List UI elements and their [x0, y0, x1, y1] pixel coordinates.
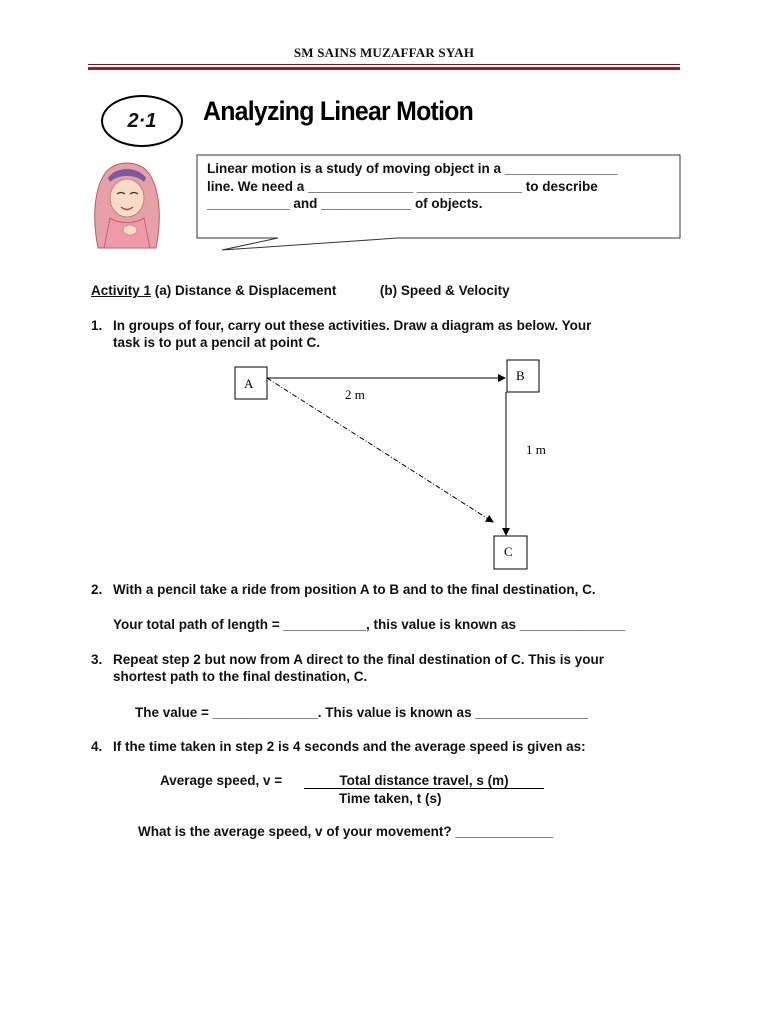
formula-denominator: Time taken, t (s) — [339, 791, 442, 806]
formula-lhs: Average speed, v = — [160, 773, 283, 788]
q3-line-2: shortest path to the final destination, C. — [113, 669, 368, 684]
section-badge: 2·1 — [101, 95, 183, 147]
bubble-text — [207, 160, 677, 213]
label-c: C — [504, 544, 513, 559]
q4-number: 4. — [91, 739, 103, 754]
arrow-ac — [267, 378, 493, 522]
q2-number: 2. — [91, 582, 103, 597]
bubble-line-2: line. We need a ______________ ______________ to describe — [207, 178, 598, 194]
q4-question: What is the average speed, v of your movement? _____________ — [138, 824, 553, 839]
activity-label: Activity 1 — [91, 283, 152, 298]
label-a: A — [244, 376, 254, 391]
activity-part-b: (b) Speed & Velocity — [379, 283, 510, 298]
q4-line-1: If the time taken in step 2 is 4 seconds and the average speed is given as: — [113, 739, 586, 754]
q1-line-2: task is to put a pencil at point C. — [113, 335, 321, 350]
activity-heading — [91, 283, 510, 298]
q3-line-1: Repeat step 2 but now from A direct to the final destination of C. This is your — [113, 652, 605, 667]
page-title: Analyzing Linear Motion — [203, 96, 474, 126]
girl-illustration — [88, 158, 164, 250]
bubble-line-3: ___________ and ____________ of objects. — [207, 196, 483, 211]
bubble-line-1: Linear motion is a study of moving object in a _______________ — [207, 161, 618, 176]
formula-numerator: Total distance travel, s (m) — [304, 773, 544, 789]
q3-number: 3. — [91, 652, 103, 667]
q1-number: 1. — [91, 318, 103, 333]
q3-answer: The value = ______________. This value is known as _______________ — [135, 705, 588, 720]
label-bc-length: 1 m — [526, 442, 546, 457]
header-rule-thick — [88, 67, 680, 70]
activity-part-a: (a) Distance & Displacement — [154, 283, 337, 298]
header-rule-thin — [88, 64, 680, 65]
q1-line-1: In groups of four, carry out these activities. Draw a diagram as below. Your — [113, 318, 592, 333]
q2-answer: Your total path of length = ___________, this value is known as ______________ — [113, 617, 625, 632]
label-ab-length: 2 m — [345, 387, 365, 402]
q2-line-1: With a pencil take a ride from position A to B and to the final destination, C. — [113, 582, 596, 597]
school-name: SM SAINS MUZAFFAR SYAH — [293, 45, 475, 60]
label-b: B — [516, 368, 525, 383]
abc-diagram — [230, 360, 546, 575]
